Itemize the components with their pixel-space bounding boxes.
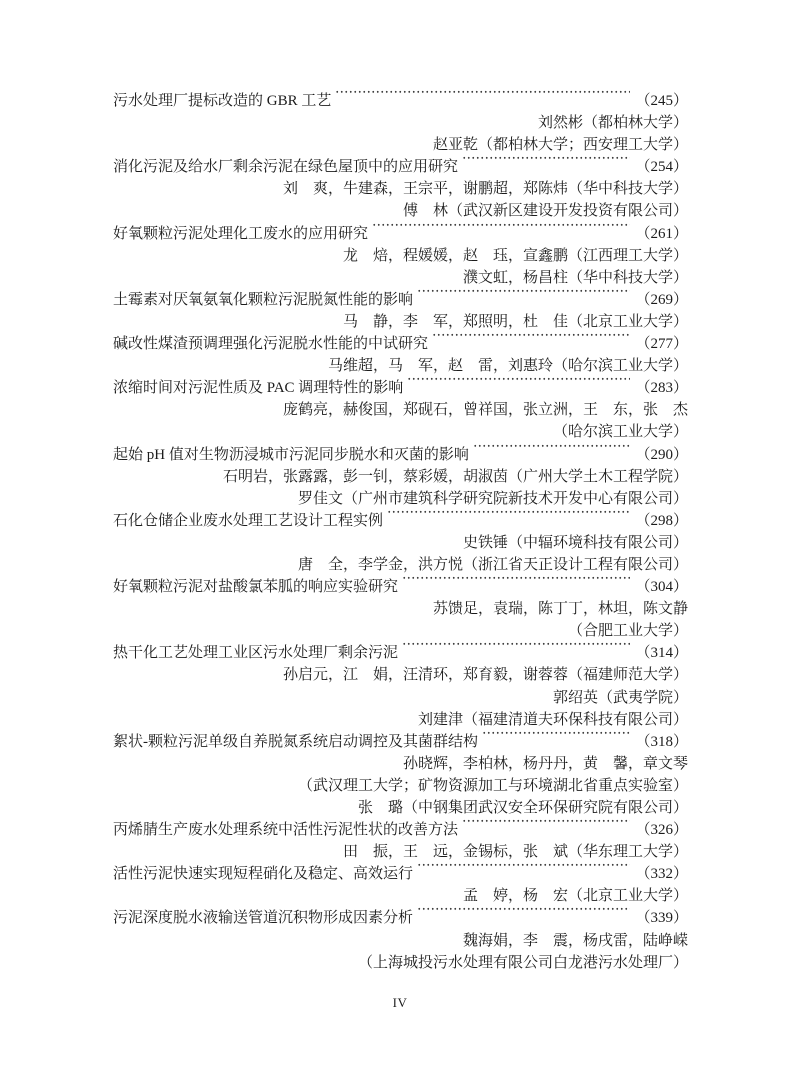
toc-entry-page: （332）	[635, 866, 688, 883]
toc-author-line: 石明岩，张露露，彭一钊，蔡彩媛，胡淑茵（广州大学土木工程学院）	[222, 468, 688, 485]
toc-entry-row	[113, 156, 688, 178]
toc-entry-row	[113, 819, 688, 841]
toc-author-line: 濮文虹，杨昌柱（华中科技大学）	[462, 269, 688, 286]
toc-author-line: 孟 婷，杨 宏（北京工业大学）	[462, 888, 688, 905]
toc-entry-title: 污水处理厂提标改造的 GBR 工艺	[113, 93, 332, 109]
toc-author-line: 苏馈足，袁瑞，陈丁丁，林坦，陈文静	[432, 601, 688, 618]
toc-entry-page: （304）	[635, 579, 688, 596]
toc-entry	[113, 907, 688, 973]
toc-entry	[113, 576, 688, 642]
toc-entry-page: （339）	[635, 910, 688, 927]
toc-entry	[113, 510, 688, 576]
toc-entry	[113, 444, 688, 510]
dot-leader	[417, 289, 630, 311]
toc-entry-title: 热干化工艺处理工业区污水处理厂剩余污泥	[113, 645, 399, 662]
toc-author-line: 孙晓辉，李柏林，杨丹丹，黄 馨，章文琴	[402, 755, 688, 772]
toc-entry-page: （261）	[635, 225, 688, 242]
dot-leader	[473, 444, 631, 466]
toc-entry-page: （318）	[635, 733, 688, 750]
toc-author-line: 唐 全，李学金，洪方悦（浙江省天正设计工程有限公司）	[297, 556, 688, 573]
toc-author-line: 龙 焙，程媛媛，赵 珏，宣鑫鹏（江西理工大学）	[342, 247, 688, 264]
toc-author-line: 刘建津（福建清道夫环保科技有限公司）	[417, 711, 688, 728]
toc-entry-page: （277）	[635, 336, 688, 353]
dot-leader	[462, 819, 630, 841]
toc-entry-title: 土霉素对厌氧氨氧化颗粒污泥脱氮性能的影响	[113, 291, 414, 308]
toc-entry	[113, 819, 688, 863]
dot-leader	[462, 156, 630, 178]
toc-author-line: 田 振，王 远，金锡标，张 斌（华东理工大学）	[342, 844, 688, 861]
toc-author-line: 孙启元，江 娟，汪清环，郑育毅，谢蓉蓉（福建师范大学）	[282, 667, 688, 684]
toc-entry-row	[113, 333, 688, 355]
toc-entry-row	[113, 731, 688, 753]
toc-author-line: （合肥工业大学）	[567, 623, 688, 640]
toc-author-line: 傅 林（武汉新区建设开发投资有限公司）	[402, 203, 688, 220]
toc-entry	[113, 289, 688, 333]
toc-entry-row	[113, 576, 688, 598]
toc-author-line: 郭绍英（武夷学院）	[552, 689, 688, 706]
toc-author-line: （哈尔滨工业大学）	[552, 424, 688, 441]
toc-author-line: 刘然彬（都柏林大学）	[537, 115, 688, 132]
dot-leader	[387, 510, 630, 532]
toc-entry	[113, 863, 688, 907]
toc-entry-page: （298）	[635, 512, 688, 529]
toc-entry	[113, 90, 688, 156]
toc-page-content	[113, 90, 688, 974]
toc-entry	[113, 731, 688, 819]
toc-entry-page: （269）	[635, 291, 688, 308]
toc-entry-page: （314）	[635, 645, 688, 662]
toc-entry	[113, 377, 688, 443]
toc-author-line: 马维超，马 军，赵 雷，刘惠玲（哈尔滨工业大学）	[327, 358, 688, 375]
toc-entry-page: （283）	[635, 380, 688, 397]
dot-leader	[407, 377, 630, 399]
toc-author-line: 魏海娟，李 震，杨戌雷，陆峥嵘	[462, 932, 688, 949]
toc-author-line: 赵亚乾（都柏林大学；西安理工大学）	[432, 137, 688, 154]
toc-entry-title: 浓缩时间对污泥性质及 PAC 调理特性的影响	[113, 380, 404, 397]
dot-leader	[432, 333, 630, 355]
dot-leader	[417, 863, 630, 885]
toc-entry-title: 碱改性煤渣预调理强化污泥脱水性能的中试研究	[113, 336, 429, 353]
toc-entry-title: 好氧颗粒污泥处理化工废水的应用研究	[113, 225, 369, 242]
toc-entry	[113, 642, 688, 730]
toc-entry-row	[113, 223, 688, 245]
dot-leader	[372, 223, 630, 245]
toc-entry-row	[113, 377, 688, 399]
toc-entry-title: 絮状-颗粒污泥单级自养脱氮系统启动调控及其菌群结构	[113, 733, 478, 750]
toc-entry-row	[113, 642, 688, 664]
toc-entry-title: 污泥深度脱水液输送管道沉积物形成因素分析	[113, 910, 414, 927]
toc-author-line: 刘 爽，牛建森，王宗平，谢鹏超，郑陈炜（华中科技大学）	[282, 181, 688, 198]
toc-entry-row	[113, 90, 688, 112]
toc-entry-row	[113, 510, 688, 532]
toc-author-line: 张 璐（中钢集团武汉安全环保研究院有限公司）	[357, 800, 688, 816]
toc-entry	[113, 156, 688, 222]
toc-entry-page: （245）	[635, 93, 688, 109]
toc-entry-title: 好氧颗粒污泥对盐酸氯苯胍的响应实验研究	[113, 579, 399, 596]
dot-leader	[417, 907, 630, 929]
toc-entry-title: 丙烯腈生产废水处理系统中活性污泥性状的改善方法	[113, 822, 459, 839]
toc-entry-row	[113, 289, 688, 311]
toc-author-line: 庞鹤亮，赫俊国，郑砚石，曾祥国，张立洲，王 东，张 杰	[282, 402, 688, 419]
toc-author-line: 罗佳文（广州市建筑科学研究院新技术开发中心有限公司）	[297, 490, 688, 507]
toc-entry-page: （326）	[635, 822, 688, 839]
dot-leader	[402, 576, 630, 598]
dot-leader	[482, 731, 630, 753]
toc-entry-title: 石化仓储企业废水处理工艺设计工程实例	[113, 512, 384, 529]
toc-author-line: 马 静，李 军，郑照明，杜 佳（北京工业大学）	[342, 313, 688, 330]
toc-author-line: （武汉理工大学；矿物资源加工与环境湖北省重点实验室）	[297, 777, 688, 794]
page-number: IV	[392, 995, 408, 1010]
toc-entry-title: 消化污泥及给水厂剩余污泥在绿色屋顶中的应用研究	[113, 159, 459, 176]
dot-leader	[402, 642, 630, 664]
toc-entry	[113, 333, 688, 377]
toc-author-line: （上海城投污水处理有限公司白龙港污水处理厂）	[357, 954, 688, 971]
toc-entry-row	[113, 444, 688, 466]
toc-entry	[113, 223, 688, 289]
toc-entry-title: 活性污泥快速实现短程硝化及稳定、高效运行	[113, 866, 414, 883]
toc-author-line: 史铁锤（中辐环境科技有限公司）	[462, 534, 688, 551]
toc-entry-row	[113, 863, 688, 885]
toc-entry-page: （290）	[635, 446, 688, 463]
toc-entry-title: 起始 pH 值对生物沥浸城市污泥同步脱水和灭菌的影响	[113, 446, 469, 463]
toc-entry-row	[113, 907, 688, 929]
dot-leader	[335, 90, 630, 112]
toc-entry-page: （254）	[635, 159, 688, 176]
